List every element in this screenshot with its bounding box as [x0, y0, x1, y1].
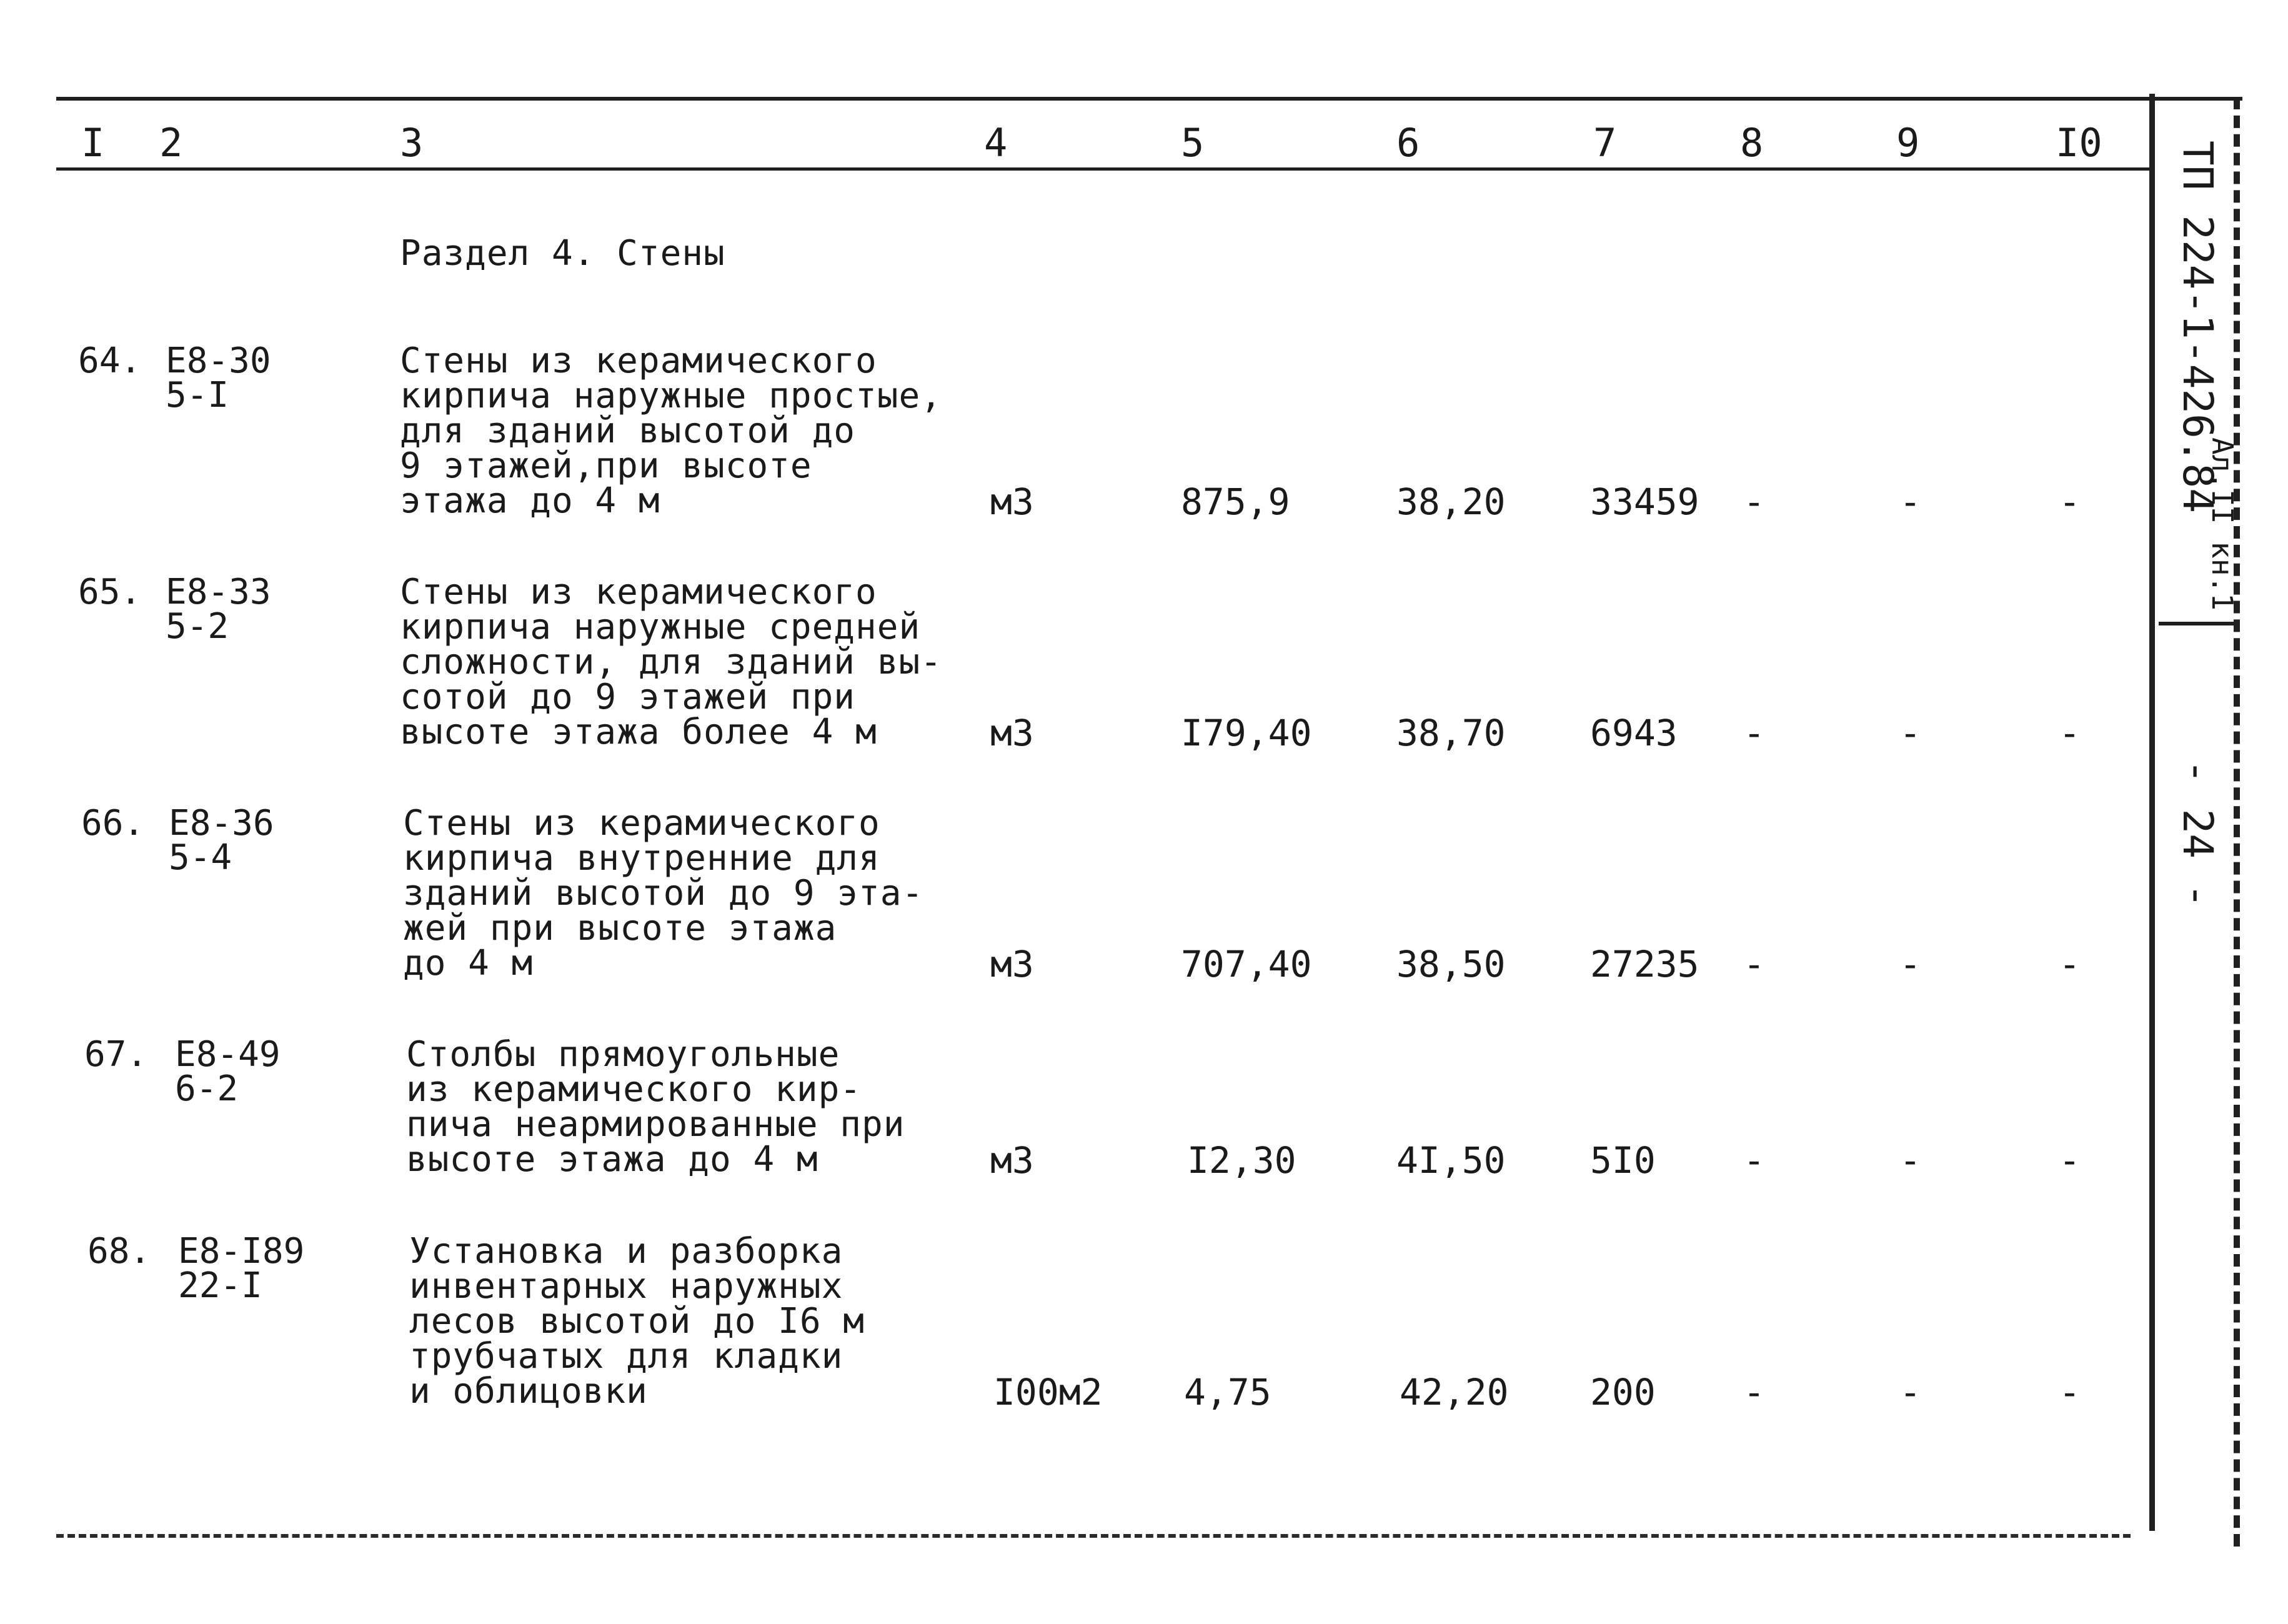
work-description-line: сложности, для зданий вы- — [400, 642, 942, 682]
column-header-5: 5 — [1181, 120, 1205, 166]
row-number: 64. — [78, 341, 142, 381]
work-description-line: высоте этажа более 4 м — [400, 712, 877, 752]
column-10-cell: - — [2059, 1139, 2081, 1182]
work-description-line: пича неармированные при — [406, 1104, 905, 1145]
column-header-4: 4 — [984, 120, 1008, 166]
unit-price-cell: 42,20 — [1400, 1371, 1509, 1413]
column-9-cell: - — [1899, 1139, 1921, 1182]
quantity-cell: I79,40 — [1181, 712, 1312, 754]
stamp-border — [2234, 97, 2240, 1547]
album-note: Ал.II кн.1 — [2206, 437, 2239, 610]
column-header-9: 9 — [1896, 120, 1920, 166]
work-description-line: сотой до 9 этажей при — [400, 677, 856, 717]
column-8-cell: - — [1743, 943, 1765, 985]
unit-cell: м3 — [990, 481, 1034, 523]
quantity-cell: 4,75 — [1184, 1371, 1271, 1413]
total-cost-cell: 6943 — [1590, 712, 1678, 754]
total-cost-cell: 33459 — [1590, 481, 1699, 523]
unit-cell: I00м2 — [993, 1371, 1103, 1413]
total-cost-cell: 27235 — [1590, 943, 1699, 985]
norm-subcode: 22-I — [178, 1265, 262, 1306]
norm-code: Е8-49 — [175, 1034, 281, 1075]
column-9-cell: - — [1899, 481, 1921, 523]
norm-code: Е8-33 — [166, 572, 271, 612]
norm-subcode: 5-4 — [169, 837, 232, 878]
column-9-cell: - — [1899, 1371, 1921, 1413]
unit-cell: м3 — [990, 712, 1034, 754]
unit-cell: м3 — [990, 943, 1034, 985]
unit-cell: м3 — [990, 1139, 1034, 1182]
work-description-line: 9 этажей,при высоте — [400, 446, 812, 486]
column-8-cell: - — [1743, 712, 1765, 754]
section-title: Раздел 4. Стены — [400, 233, 725, 274]
row-number: 65. — [78, 572, 142, 612]
norm-subcode: 6-2 — [175, 1069, 239, 1109]
unit-price-cell: 38,20 — [1396, 481, 1506, 523]
unit-price-cell: 38,70 — [1396, 712, 1506, 754]
work-description-line: кирпича внутренние для — [403, 838, 880, 879]
work-description-line: этажа до 4 м — [400, 481, 660, 521]
column-header-7: 7 — [1593, 120, 1617, 166]
top-rule — [56, 97, 2149, 101]
norm-code: Е8-I89 — [178, 1231, 305, 1272]
work-description-line: трубчатых для кладки — [409, 1336, 843, 1377]
column-header-8: 8 — [1740, 120, 1764, 166]
norm-code: Е8-36 — [169, 803, 274, 844]
work-description-line: жей при высоте этажа — [403, 908, 837, 949]
quantity-cell: I2,30 — [1187, 1139, 1296, 1182]
work-description-line: кирпича наружные простые, — [400, 376, 942, 416]
column-8-cell: - — [1743, 481, 1765, 523]
work-description-line: кирпича наружные средней — [400, 607, 921, 647]
work-description-line: лесов высотой до I6 м — [409, 1301, 865, 1342]
work-description-line: Стены из керамического — [400, 341, 877, 381]
page-number: - 24 - — [2174, 759, 2222, 909]
row-number: 67. — [84, 1034, 148, 1075]
column-9-cell: - — [1899, 943, 1921, 985]
column-header-2: 2 — [159, 120, 183, 166]
norm-code: Е8-30 — [166, 341, 271, 381]
column-header-10: I0 — [2056, 120, 2102, 166]
document-code: ТП 224-1-426.84 — [2174, 141, 2222, 514]
work-description-line: Установка и разборка — [409, 1231, 843, 1272]
column-10-cell: - — [2059, 481, 2081, 523]
quantity-cell: 707,40 — [1181, 943, 1312, 985]
work-description-line: Стены из керамического — [400, 572, 877, 612]
right-border — [2149, 94, 2155, 1531]
stamp-top-rule — [2155, 97, 2242, 101]
unit-price-cell: 38,50 — [1396, 943, 1506, 985]
work-description-line: зданий высотой до 9 эта- — [403, 873, 924, 914]
column-9-cell: - — [1899, 712, 1921, 754]
column-10-cell: - — [2059, 1371, 2081, 1413]
work-description-line: для зданий высотой до — [400, 411, 856, 451]
work-description-line: Стены из керамического — [403, 803, 880, 844]
stamp-divider — [2159, 622, 2240, 625]
column-8-cell: - — [1743, 1371, 1765, 1413]
norm-subcode: 5-2 — [166, 606, 229, 647]
total-cost-cell: 5I0 — [1590, 1139, 1656, 1182]
work-description-line: инвентарных наружных — [409, 1266, 843, 1307]
column-header-3: 3 — [400, 120, 424, 166]
work-description-line: Столбы прямоугольные — [406, 1034, 840, 1075]
unit-price-cell: 4I,50 — [1396, 1139, 1506, 1182]
total-cost-cell: 200 — [1590, 1371, 1656, 1413]
work-description-line: до 4 м — [403, 943, 534, 984]
column-header-6: 6 — [1396, 120, 1420, 166]
header-rule — [56, 167, 2149, 171]
column-header-1: I — [81, 120, 105, 166]
work-description-line: из керамического кир- — [406, 1069, 862, 1110]
column-10-cell: - — [2059, 943, 2081, 985]
row-number: 68. — [87, 1231, 151, 1272]
quantity-cell: 875,9 — [1181, 481, 1290, 523]
row-number: 66. — [81, 803, 145, 844]
work-description-line: и облицовки — [409, 1371, 648, 1412]
column-8-cell: - — [1743, 1139, 1765, 1182]
norm-subcode: 5-I — [166, 375, 229, 416]
work-description-line: высоте этажа до 4 м — [406, 1139, 818, 1180]
column-10-cell: - — [2059, 712, 2081, 754]
bottom-dashed-rule — [56, 1534, 2131, 1538]
